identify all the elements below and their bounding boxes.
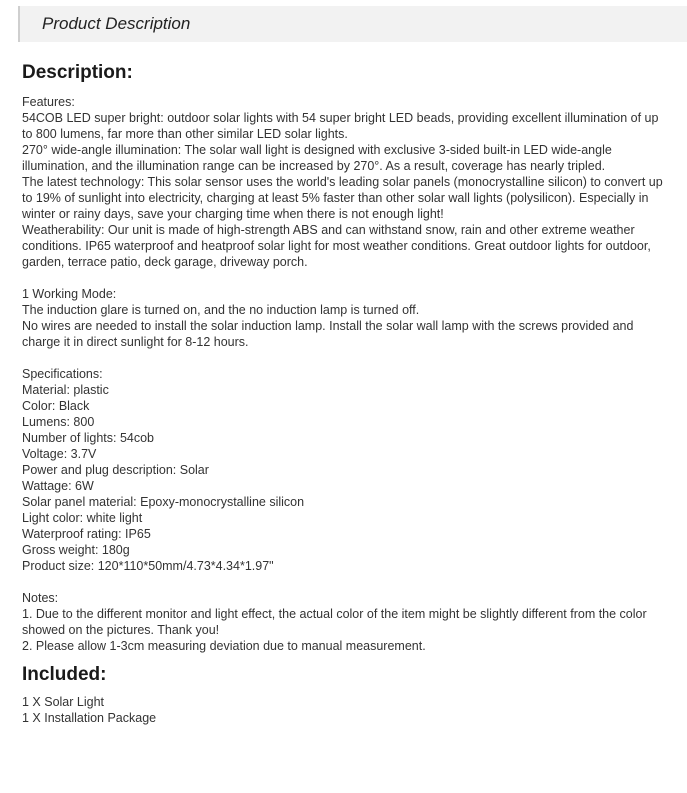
paragraph-label: Features: [22,95,75,109]
description-line: Number of lights: 54cob [22,431,155,445]
section-header [18,6,687,42]
paragraph-label: Specifications: [22,367,103,381]
description-line: No wires are needed to install the solar induction lamp. Install the solar wall lamp with the screws provided and charge it in direct sunlight for 8-12 hours. [22,319,634,349]
description-line: Lumens: 800 [22,415,95,429]
included-list [22,694,672,726]
included-item: 1 X Solar Light [22,695,104,709]
paragraph-gap [22,350,672,366]
included-item: 1 X Installation Package [22,711,157,725]
description-line: Waterproof rating: IP65 [22,527,151,541]
description-body [22,94,672,654]
paragraph-label: 1 Working Mode: [22,287,117,301]
description-line: Light color: white light [22,511,143,525]
description-line: Gross weight: 180g [22,543,130,557]
description-line: Wattage: 6W [22,479,94,493]
paragraph-gap [22,574,672,590]
paragraph-label: Notes: [22,591,59,605]
description-line: The induction glare is turned on, and the no induction lamp is turned off. [22,303,420,317]
description-line: Material: plastic [22,383,109,397]
description-heading: Description: [22,62,133,83]
description-line: 54COB LED super bright: outdoor solar lights with 54 super bright LED beads, providing excellent illumination of up to 800 lumens, far more than other similar LED solar lights. [22,111,659,141]
description-line: The latest technology: This solar sensor uses the world's leading solar panels (monocrystalline silicon) to convert up to 19% of sunlight into electricity, charging at least 5% faster than other solar wall lights (polysilicon). Especially in winter or rainy days, save your charging time when there is not enough light! [22,175,663,221]
section-title: Product Description [42,14,191,33]
description-line: Color: Black [22,399,90,413]
description-line: Voltage: 3.7V [22,447,97,461]
description-line: 1. Due to the different monitor and light effect, the actual color of the item might be slightly different from the color showed on the pictures. Thank you! [22,607,647,637]
description-line: Power and plug description: Solar [22,463,209,477]
description-line: Product size: 120*110*50mm/4.73*4.34*1.97" [22,559,274,573]
description-line: Solar panel material: Epoxy-monocrystalline silicon [22,495,305,509]
paragraph-gap [22,270,672,286]
description-line: Weatherability: Our unit is made of high-strength ABS and can withstand snow, rain and other extreme weather conditions. IP65 waterproof and heatproof solar light for most weather conditions. Great outdoor lights for outdoor, garden, terrace patio, deck garage, driveway porch. [22,223,651,269]
included-heading: Included: [22,664,107,685]
description-line: 270° wide-angle illumination: The solar wall light is designed with exclusive 3-sided built-in LED wide-angle illumination, and the illumination range can be increased by 270°. As a result, coverage has nearly tripled. [22,143,612,173]
product-description-content [22,58,672,726]
description-line: 2. Please allow 1-3cm measuring deviation due to manual measurement. [22,639,426,653]
